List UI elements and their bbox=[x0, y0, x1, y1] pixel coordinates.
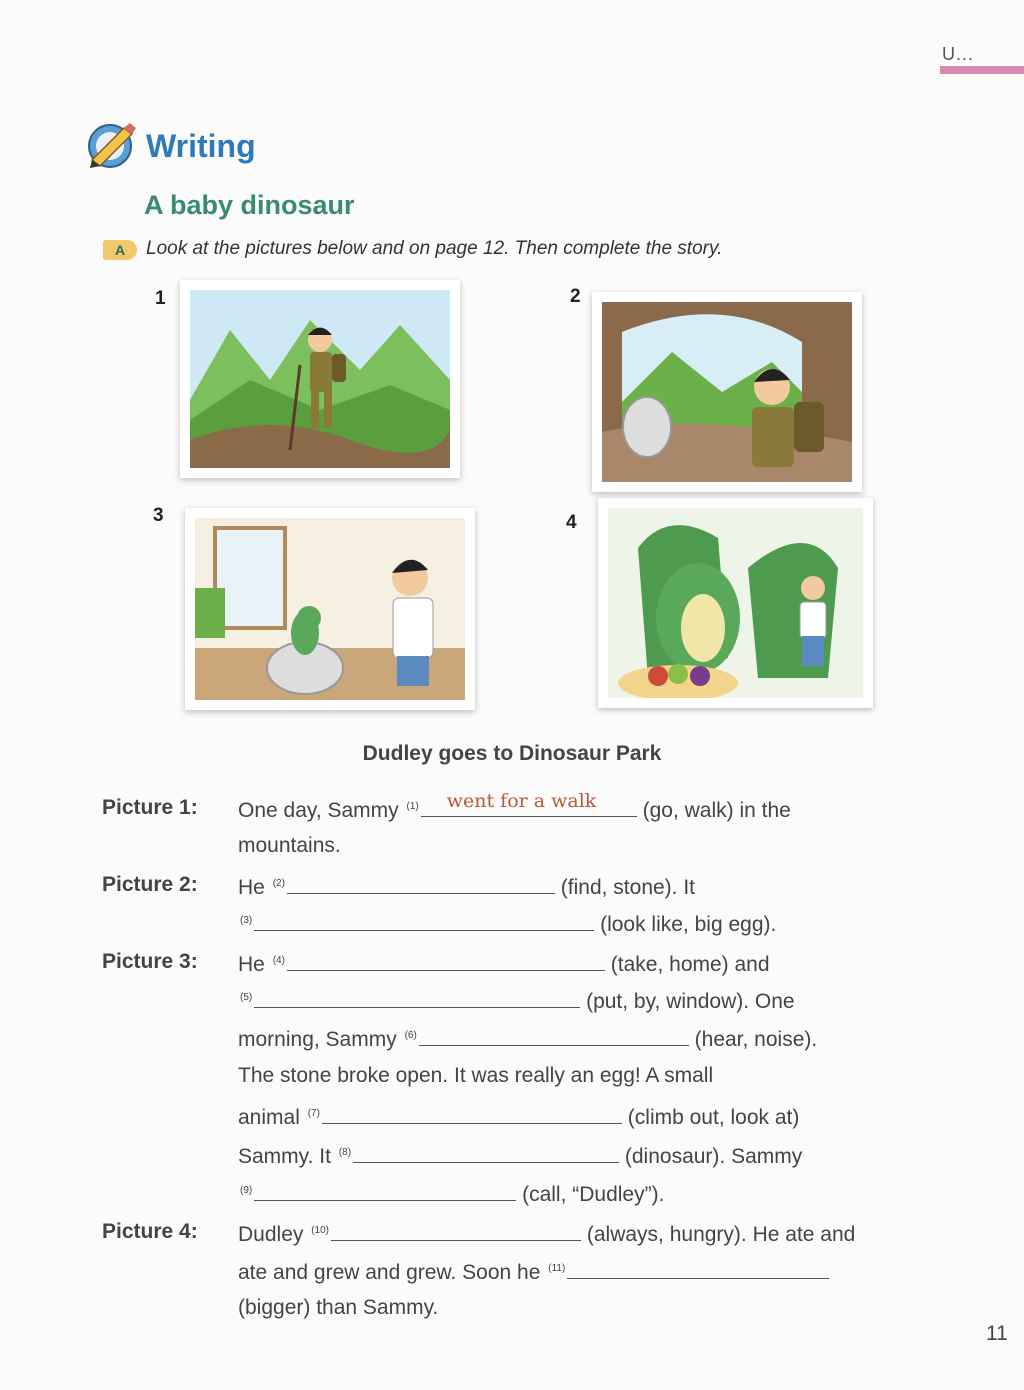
story-line-1 bbox=[238, 790, 791, 823]
story-text: He bbox=[238, 876, 265, 899]
story-text: Sammy. It bbox=[238, 1145, 331, 1168]
answer-blank-10[interactable] bbox=[331, 1220, 581, 1241]
story-text: (call, “Dudley”). bbox=[522, 1183, 665, 1206]
picture-1-hiking bbox=[180, 280, 460, 478]
story-text: (always, hungry). He ate and bbox=[586, 1223, 856, 1246]
story-text: (take, home) and bbox=[610, 953, 770, 976]
answer-blank-9[interactable] bbox=[254, 1180, 516, 1201]
story-line-14: (bigger) than Sammy. bbox=[238, 1296, 439, 1319]
story-line-10 bbox=[238, 1142, 802, 1169]
picture-number-3: 3 bbox=[153, 505, 164, 526]
story-text: He bbox=[238, 953, 265, 976]
story-line-11 bbox=[238, 1180, 664, 1207]
story-text: morning, Sammy bbox=[238, 1028, 397, 1051]
story-text: (hear, noise). bbox=[694, 1028, 818, 1051]
picture-2-label: Picture 2: bbox=[102, 873, 198, 896]
picture-number-4: 4 bbox=[566, 512, 577, 533]
story-text: One day, Sammy bbox=[238, 799, 399, 822]
answer-blank-2[interactable] bbox=[287, 873, 555, 894]
story-line-4 bbox=[238, 910, 776, 937]
story-text: (look like, big egg). bbox=[600, 913, 777, 936]
answer-blank-7[interactable] bbox=[322, 1103, 622, 1124]
story-line-3 bbox=[238, 873, 695, 900]
story-line-13 bbox=[238, 1258, 829, 1285]
story-line-6 bbox=[238, 987, 795, 1014]
section-subtitle: A baby dinosaur bbox=[144, 190, 355, 220]
answer-blank-8[interactable] bbox=[353, 1142, 619, 1163]
story-line-9 bbox=[238, 1103, 799, 1130]
picture-number-1: 1 bbox=[155, 288, 166, 309]
exercise-badge: A bbox=[103, 240, 137, 260]
unit-color-bar bbox=[940, 66, 1024, 74]
story-text: ate and grew and grew. Soon he bbox=[238, 1261, 541, 1284]
picture-number-2: 2 bbox=[570, 286, 581, 307]
story-line-2: mountains. bbox=[238, 834, 341, 857]
blank-number: (4) bbox=[272, 955, 285, 966]
pencil-icon bbox=[86, 120, 138, 168]
blank-number: (11) bbox=[548, 1263, 566, 1274]
blank-number: (9) bbox=[240, 1185, 253, 1196]
story-text: (put, by, window). One bbox=[586, 990, 795, 1013]
picture-4-dinosaur bbox=[598, 498, 873, 708]
section-title: Writing bbox=[146, 128, 256, 164]
blank-number: (3) bbox=[240, 915, 253, 926]
blank-number: (10) bbox=[311, 1225, 330, 1236]
answer-blank-3[interactable] bbox=[254, 910, 594, 931]
story-text: (find, stone). It bbox=[560, 876, 696, 899]
answer-blank-6[interactable] bbox=[419, 1025, 689, 1046]
story-line-8: The stone broke open. It was really an egg! A small bbox=[238, 1064, 714, 1087]
blank-number: (8) bbox=[338, 1147, 352, 1158]
story-line-12 bbox=[238, 1220, 855, 1247]
story-text: (climb out, look at) bbox=[627, 1106, 800, 1129]
picture-1-label: Picture 1: bbox=[102, 796, 198, 819]
blank-number: (7) bbox=[307, 1108, 320, 1119]
answer-blank-4[interactable] bbox=[287, 950, 605, 971]
blank-number: (6) bbox=[404, 1030, 417, 1041]
story-line-5 bbox=[238, 950, 770, 977]
instruction-text: Look at the pictures below and on page 12. Then complete the story. bbox=[146, 238, 723, 259]
answer-blank-11[interactable] bbox=[567, 1258, 829, 1279]
story-line-7 bbox=[238, 1025, 817, 1052]
story-title: Dudley goes to Dinosaur Park bbox=[362, 742, 662, 765]
answer-text-1: went for a walk bbox=[446, 790, 597, 812]
blank-number: (5) bbox=[240, 992, 253, 1003]
story-text: Dudley bbox=[238, 1223, 304, 1246]
story-text: (go, walk) in the bbox=[642, 799, 791, 822]
answer-blank-5[interactable] bbox=[254, 987, 580, 1008]
blank-number: (2) bbox=[272, 878, 285, 889]
picture-3-hatching bbox=[185, 508, 475, 710]
picture-3-label: Picture 3: bbox=[102, 950, 198, 973]
story-text: (dinosaur). Sammy bbox=[624, 1145, 803, 1168]
unit-tag: U... bbox=[942, 44, 975, 64]
picture-2-stone bbox=[592, 292, 862, 492]
page-number: 11 bbox=[986, 1322, 1008, 1345]
story-text: animal bbox=[238, 1106, 300, 1129]
blank-number: (1) bbox=[406, 801, 419, 812]
picture-4-label: Picture 4: bbox=[102, 1220, 198, 1243]
answer-blank-1[interactable] bbox=[421, 790, 637, 817]
